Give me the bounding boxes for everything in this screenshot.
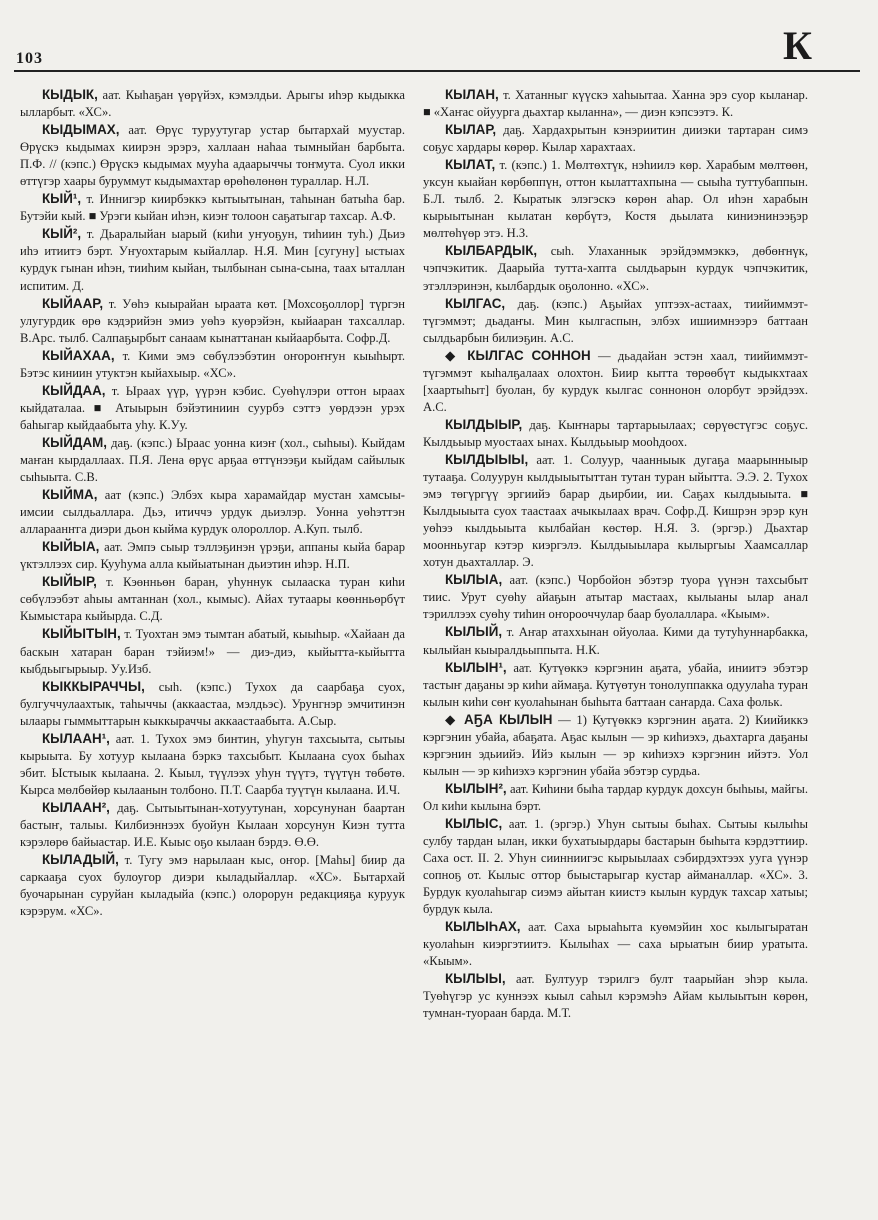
entry-headword: КЫЙААР, xyxy=(42,295,104,311)
entry-headword: КЫЙМА, xyxy=(42,487,98,503)
dictionary-entry xyxy=(423,156,808,242)
dictionary-entry xyxy=(423,347,808,416)
entry-headword: КЫЛЫН², xyxy=(445,780,507,796)
dictionary-entry xyxy=(423,451,808,571)
entry-definition: сыһ. (кэпс.) Тухох да саарбаҕа суох, булгуччулаахтык, таһыччы (аккаастаа, мэлдьэс). Урунгнэр эмчитинэн ылаары гыммыттарын кыккыраччы аккаастаабыта. А.Сыр. xyxy=(20,679,405,728)
entry-definition: аат. Өрүс туруутугар устар бытархай муустар. Өрүскэ кыдымах киирэн эрэрэ, халлаан наһаа тымныйан барбыта. П.Ф. // (кэпс.) Өрүскэ кыдымах мууһа адаарыччы тоҥмута. Суол икки өттүгэр хаары буруммут кыдымахтар өрөһөлөнөн тураллар. Н.Л. xyxy=(20,123,405,189)
dictionary-entry xyxy=(20,382,405,434)
entry-headword: КЫЛААН¹, xyxy=(42,730,110,746)
dictionary-entry xyxy=(20,730,405,799)
entry-definition: т. Хатанныг күүскэ хаһыытаа. Ханна эрэ суор кыланар. ■ «Хаҥас ойуурга дьахтар кыланна», — диэн кэпсээтэ. К. xyxy=(423,88,808,120)
dictionary-entry xyxy=(423,711,808,780)
entry-headword: ◆ АҔА КЫЛЫН xyxy=(445,711,553,727)
entry-definition: аат. (кэпс.) Чорбойон эбэтэр туора үүнэн тахсыбыт тиис. Урут суөһу айаҕын атытар мастаах, кылыаны ылар анал тэриллээх суөһу тиһин оҥорооччулар баар буолаллара. «Кыым». xyxy=(423,573,808,622)
dictionary-entry xyxy=(20,678,405,730)
dictionary-entry xyxy=(423,242,808,294)
entry-definition: аат. 1. Тухох эмэ бинтин, уһугун тахсыыта, сытыы кырыыта. Бу хотуур кылаана бэркэ тахсыбыт. Кылаана суох быһах эбит. Ыстыык кылаана. 2. Кыыл, түүлээх уһун түүтэ, түүтүн төбөтө. Кырса мөлбөйөр кылаанын толбоно. П.Т. Саарба туүтүн кылаана. И.Ч. xyxy=(20,731,405,797)
entry-headword: ◆ КЫЛГАС СОННОН xyxy=(445,347,591,363)
dictionary-entry xyxy=(423,918,808,970)
entry-headword: КЫЛАН, xyxy=(445,87,499,102)
entry-headword: КЫЙЫР, xyxy=(42,574,97,590)
dictionary-entry xyxy=(20,86,405,121)
dictionary-entry xyxy=(20,625,405,677)
entry-definition: аат. 1. (эргэр.) Уһун сытыы быһах. Сытыы кылыһы сулбу тардан ылан, икки бухатыырдары бастарын быһыта кэрдэттиир. Саха ост. II. 2. Уһун сиинниигэс кырыылаах сэбирдэхтээх ууга үүнэр сопноҕ от. Кылыс оттор быыстарыгар кустар айманаллар. «ХС». 3. Бурдук куолаһыгар сиэмэ айытан киистэ кылын курдук тахсар хатыы; бурдук кыла. xyxy=(423,816,809,917)
entry-headword: КЫДЫК, xyxy=(42,87,98,102)
entry-definition: аат. Саха ырыаһыта куөмэйин хос кылыгыратан куолаһын киэргэтиитэ. Кылыһах — саха ырыатын биир уратыта. «Кыым». xyxy=(423,920,809,969)
dictionary-entry xyxy=(423,121,808,156)
entry-headword: КЫДЫМАХ, xyxy=(42,122,120,138)
entry-headword: КЫЛДЫЫР, xyxy=(445,416,523,432)
entry-definition: аат. Эмпэ сыыр тэллэҕинэн үрэҕи, аппаны кыйа барар үктэллээх сир. Кууһума алла кыйыатынан дьиэтин иһэр. Н.П. xyxy=(20,540,405,572)
dictionary-entry xyxy=(20,486,405,538)
entry-headword: КЫЛБАРДЫК, xyxy=(445,243,538,259)
entry-headword: КЫККЫРАЧЧЫ, xyxy=(42,678,145,694)
entry-definition: аат. Киһини быһа тардар курдук дохсун быһыы, майгы. Ол киһи кылына бэрт. xyxy=(423,781,808,813)
entry-headword: КЫЛАДЫЙ, xyxy=(42,852,119,868)
dictionary-entry xyxy=(20,225,405,294)
header-rule xyxy=(14,70,860,72)
entry-definition: т. Туохтан эмэ тымтан абатый, кыыһыр. «Хайаан да баскын хатаран баран тэйиэм!» — диэ-диэ, кыйытта-кыйытта кыбдьыгырыыр. Уу.Изб. xyxy=(20,627,405,676)
dictionary-entry xyxy=(423,416,808,451)
entry-definition: даҕ. (кэпс.) Аҕыйах уптээх-астаах, тиийиммэт-түгэммэт; дьадаҥы. Мин кылгаспын, элбэх ишиимнээрэ баттаан сылдьарбын билиэҕин. А.С. xyxy=(423,296,808,345)
dictionary-entry xyxy=(423,815,808,918)
entry-definition: т. Кэөнньөн баран, уһуннук сылааска туран киһи сөбүлээбэт аһыы амтаннан (хол., кымыс). Айах тутаары көөнньөрбүт Кымыстара кыйырда. С.Д. xyxy=(20,575,405,624)
dictionary-entry xyxy=(20,190,405,225)
dictionary-entry xyxy=(20,434,405,486)
dictionary-entry xyxy=(20,799,405,851)
dictionary-entry xyxy=(423,780,808,815)
dictionary-entry xyxy=(423,86,808,121)
dictionary-entry xyxy=(423,970,808,1022)
dictionary-entry xyxy=(423,295,808,347)
entry-definition: т. (кэпс.) 1. Мөлтөхтүк, нэһиилэ көр. Харабым мөлтөөн, уксун кыайан көрбөппүн, оттон кылаттахпына — сыыһа туттубаппын. Б.Л. тылб. 2. Кыратык элэгэскэ көрөн аһар. Ол иһэн харабын кырыытынан кылатан көрбүтэ, Костя дьылата киниэнинээҕэр мөлтөһүөр этэ. Н.З. xyxy=(423,158,808,241)
entry-definition: даҕ. (кэпс.) Ыраас уонна киэҥ (хол., сыһыы). Кыйдам маҥан кырдаллаах. П.Я. Лена өрүс арҕаа өттүнээҕи кыйдам сайылык сыһыыта. С.В. xyxy=(20,435,405,485)
entry-headword: КЫЛЫЫ, xyxy=(445,971,506,987)
entry-headword: КЫЛЫЙ, xyxy=(445,624,503,640)
dictionary-entry xyxy=(20,573,405,625)
entry-definition: даҕ. Кыҥнары тартарыылаах; сөрүөстүгэс соҕус. Кылдьыыр муостаах ынах. Кылдьыыр мооһдоох. xyxy=(423,417,808,449)
entry-headword: КЫЛААН², xyxy=(42,799,110,815)
entry-definition: даҕ. Сытыытынан-хотуутунан, хорсунунан баартан бастыҥ, талыы. Килбиэннээх буойун Кылаан хорсунун Киэн тутта кэрэлөрө байыастар. И.Е. Кыыс оҕо кылаан бэрдэ. Ө.Ө. xyxy=(20,800,405,850)
entry-headword: КЫЛГАС, xyxy=(445,295,506,311)
entry-headword: КЫЛЫҺАХ, xyxy=(445,919,521,935)
entry-definition: аат (кэпс.) Элбэх кыра харамайдар мустан хамсыы-имсии сылдьаллара. Дьэ, итиччэ урдук дьиэлэр. Уонна уөһэттэн аллараанҥга диэри дьон кыйма курдук олороллор. А.Куп. тылб. xyxy=(20,488,406,537)
entry-headword: КЫЛЫН¹, xyxy=(445,659,507,675)
section-letter: К xyxy=(783,23,813,68)
dictionary-entry xyxy=(20,347,405,382)
entry-definition: т. Аҥар атаххынан ойуолаа. Кими да тутуһуннарбакка, кылыйан кыыралдьыппыта. Н.К. xyxy=(423,625,808,657)
entry-headword: КЫЙЫТЫН, xyxy=(42,626,121,642)
dictionary-entry xyxy=(20,121,405,190)
dictionary-entry xyxy=(423,571,808,623)
entry-definition: аат. Кутүөккэ кэргэнин аҕата, убайа, иниитэ эбэтэр тастыҥ даҕаны эр киһи аймаҕа. Кутүөтун тонолуппакка одуулаһа туран кылын киһи сөҥ куолаһынан быһыта баттаан саҥарда. Саха фольк. xyxy=(423,660,808,709)
entry-definition: аат. Кыһаҕан үөрүйэх, кэмэлдьи. Арыгы иһэр кыдыкка ылларбыт. «ХС». xyxy=(20,88,405,120)
entry-definition: — 1) Кутүөккэ кэргэнин аҕата. 2) Киийиккэ кэргэнин убайа, абаҕата. Аҕас кылын — эр киһиэхэ, дьахтарга даҕаны кэргэнин эдьиийэ. Ийэ кылын — эр киһиэхэ кэргэнин ийэтэ. Уол кылын — эр киһиэхэ кэргэнин убайа эбэтэр сурдьа. xyxy=(423,712,808,778)
right-column xyxy=(423,86,808,1023)
entry-headword: КЫЙДАМ, xyxy=(42,434,107,450)
entry-definition: т. Тугу эмэ нарылаан кыс, оҥор. [Маһы] биир да саркааҕа суох булоугор диэри кыладыйаллар. «ХС». Бытархай буочарынан суруйан кыладыйа (кэпс.) олорорун редакцияҕа куруук кэрэрум. «ХС». xyxy=(20,853,405,919)
entry-definition: т. Ыраах үүр, үүрэн кэбис. Суөһүлэри оттон ыраах кыйдаталаа. ■ Атыырын бэйэтиниин суурбэ сэттэ уөрдээн урэх баһыгар кыйдаабыта уһу. К.Уу. xyxy=(20,383,406,432)
entry-headword: КЫЛЫА, xyxy=(445,572,503,588)
entry-headword: КЫЛЫС, xyxy=(445,815,503,831)
entry-headword: КЫЛАТ, xyxy=(445,157,496,173)
entry-definition: даҕ. Хардахрытын кэнэриитин дииэки тартаран симэ соҕус хардары көрөр. Кылар харахтаах. xyxy=(423,123,809,155)
left-column xyxy=(20,86,405,920)
dictionary-entry xyxy=(423,623,808,658)
dictionary-entry xyxy=(20,851,405,920)
entry-definition: т. Дьаралыйан ыарый (киһи уҥуоҕун, тиһиин туһ.) Дьиэ иһэ итиитэ бэрт. Уҥуохтарым кыйаллар. Н.Я. Мин [сугуну] ыстыах курдук гынан иһэн, тииһим кыйан, тылбынан сына-сына, таах ыталлан испитим. Д. xyxy=(20,227,405,293)
dictionary-entry xyxy=(20,295,405,347)
entry-headword: КЫЙ¹, xyxy=(42,191,82,207)
entry-definition: т. Уөһэ кыырайан ыраата көт. [Мохсоҕоллор] түргэн улугурдик өрө кэдэрийэн эмиэ уөһэ куөрэйэн, кыйааран тахсаллар. В.Арс. тылб. Салпаҕырбыт санаам кынаттанан кыйаарбыта. Софр.Д. xyxy=(20,296,405,345)
entry-headword: КЫЙАХАА, xyxy=(42,347,115,363)
dictionary-entry xyxy=(20,538,405,573)
entry-headword: КЫЙЫА, xyxy=(42,539,100,555)
entry-definition: т. Кими эмэ сөбүлээбэтин оҥороҥҥун кыыһырт. Бэтэс киниин утуктэн кыйахыыр. «ХС». xyxy=(20,348,405,380)
entry-definition: т. Иннигэр киирбэккэ кытыытынан, таһынан батыһа бар. Бутэйи кый. ■ Урэги кыйан иһэн, киэҥ толоон саҕатыгар тахсар. А.Ф. xyxy=(20,192,405,224)
entry-definition: аат. Бултуур тэрилгэ булт таарыйан эһэр кыла. Туөһүгэр ус куннээх кыыл саһыл кэрэмэһэ Айам кылыытын көрөн, тумнан-туораан барда. М.Т. xyxy=(423,972,808,1021)
dictionary-entry xyxy=(423,659,808,711)
entry-definition: сыһ. Улаханнык эрэйдэммэккэ, дөбөҥнүк, чэпчэкитик. Даарыйа тутта-хапта сылдьарын курдук чэпчэкитик, этэллэринэн, кылбардык оҕолонно. «ХС». xyxy=(423,244,808,293)
entry-headword: КЫЛДЫЫЫ, xyxy=(445,451,529,467)
entry-headword: КЫЙ², xyxy=(42,226,82,242)
entry-definition: аат. 1. Солуур, чаанныык дугаҕа маарынныыр тутааҕа. Солуурун кылдыыытыттан тутан туран ыйытта. Э.Э. 2. Тухох эмэ төгүргүү эргиийэ барар дьирбии, ии. Саҕах кылдыыыта. ■ Кылдыыыта суох таастаах ачыкылаах врач. Софр.Д. Кишрэн эрэр кун уөһээ кылдьыыта кылбайан көстөр. Н.Я. 3. (эргэр.) Дьахтар моонньугар кэтэр киэргэлэ. Кылдыыылара кылыргыы Хаамсаллар хотун дьахталлар. Э. xyxy=(423,452,808,570)
entry-definition: — дьадайан эстэн хаал, тиийиммэт-түгэммэт кыһалҕалаах олохтон. Биир кытта төрөөбүт кыдыкхтаах [хаартыһыт] буолан, бу курдук кылгас соннонон олорбут эрэйдээх. А.С. xyxy=(423,348,808,414)
entry-headword: КЫЙДАА, xyxy=(42,382,106,398)
entry-headword: КЫЛАР, xyxy=(445,122,497,138)
page-number: 103 xyxy=(16,50,43,67)
